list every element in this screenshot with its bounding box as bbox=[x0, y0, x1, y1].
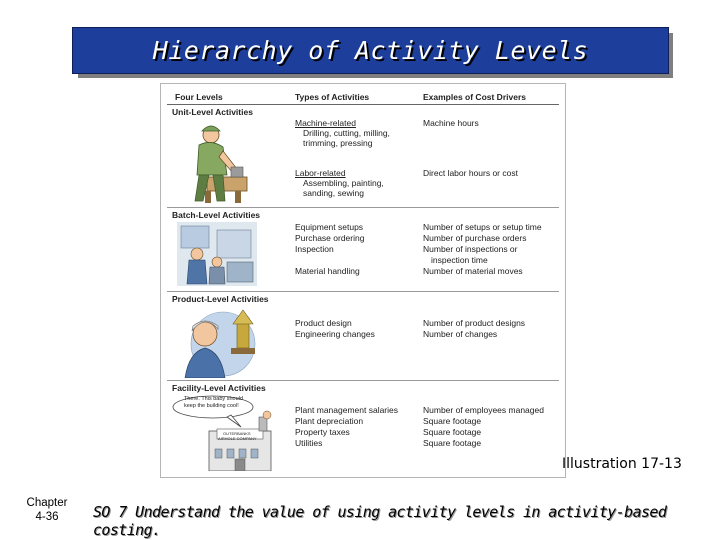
building-sign-line-1: OUTERBANKS bbox=[223, 431, 251, 436]
batch-activity-1: Equipment setups bbox=[295, 222, 364, 232]
building-sign-line-2: AIRHOLE COMPANY bbox=[218, 436, 257, 441]
batch-activity-2: Purchase ordering bbox=[295, 233, 365, 243]
machinist-illustration bbox=[177, 117, 251, 205]
chapter-page: 4-36 bbox=[35, 511, 59, 523]
figure-header-row bbox=[167, 87, 559, 105]
facility-activity-2: Plant depreciation bbox=[295, 416, 364, 426]
facility-driver-3: Square footage bbox=[423, 427, 482, 437]
unit-level-label: Unit-Level Activities bbox=[172, 107, 253, 117]
machine-hours-driver: Machine hours bbox=[423, 118, 479, 128]
factory-workers-illustration bbox=[177, 222, 257, 286]
labor-related-line-1: Assembling, painting, bbox=[303, 178, 384, 188]
illustration-caption: Illustration 17-13 bbox=[562, 456, 682, 472]
facility-activity-3: Property taxes bbox=[295, 427, 350, 437]
batch-driver-2: Number of purchase orders bbox=[423, 233, 527, 243]
title-banner bbox=[72, 27, 669, 74]
chapter-label bbox=[12, 496, 82, 524]
facility-driver-4: Square footage bbox=[423, 438, 482, 448]
product-activity-2: Engineering changes bbox=[295, 329, 375, 339]
facility-driver-1: Number of employees managed bbox=[423, 405, 544, 415]
batch-activity-4: Material handling bbox=[295, 266, 360, 276]
batch-level-label: Batch-Level Activities bbox=[172, 210, 261, 220]
designer-illustration bbox=[175, 304, 265, 378]
batch-driver-3b: inspection time bbox=[431, 255, 488, 265]
chapter-word: Chapter bbox=[26, 497, 68, 509]
batch-driver-4: Number of material moves bbox=[423, 266, 523, 276]
facility-activity-1: Plant management salaries bbox=[295, 405, 399, 415]
labor-related-line-2: sanding, sewing bbox=[303, 188, 364, 198]
col-header-drivers: Examples of Cost Drivers bbox=[423, 92, 526, 102]
machine-related-line-2: trimming, pressing bbox=[303, 138, 373, 148]
labor-related-type: Labor-related bbox=[295, 168, 346, 178]
facility-activity-4: Utilities bbox=[295, 438, 323, 448]
col-header-levels: Four Levels bbox=[175, 92, 223, 102]
product-level-label: Product-Level Activities bbox=[172, 294, 269, 304]
product-activity-1: Product design bbox=[295, 318, 352, 328]
machine-related-line-1: Drilling, cutting, milling, bbox=[303, 128, 390, 138]
product-level-section bbox=[167, 292, 559, 380]
batch-driver-1: Number of setups or setup time bbox=[423, 222, 542, 232]
speech-bubble-line-1: There. This baby should bbox=[184, 396, 243, 402]
product-driver-1: Number of product designs bbox=[423, 318, 526, 328]
batch-driver-3: Number of inspections or bbox=[423, 244, 518, 254]
study-objective-footer: SO 7 Understand the value of using activity levels in activity-based costing. bbox=[93, 503, 667, 539]
batch-level-section bbox=[167, 208, 559, 292]
speech-bubble-line-2: keep the building cool! bbox=[184, 403, 239, 409]
machine-related-type: Machine-related bbox=[295, 118, 356, 128]
facility-level-label: Facility-Level Activities bbox=[172, 383, 266, 393]
facility-driver-2: Square footage bbox=[423, 416, 482, 426]
product-driver-2: Number of changes bbox=[423, 329, 498, 339]
slide-title: Hierarchy of Activity Levels bbox=[152, 36, 589, 65]
unit-level-section bbox=[167, 105, 559, 207]
col-header-activities: Types of Activities bbox=[295, 92, 370, 102]
labor-driver: Direct labor hours or cost bbox=[423, 168, 518, 178]
batch-activity-3: Inspection bbox=[295, 244, 334, 254]
facility-level-section bbox=[167, 381, 559, 473]
activity-hierarchy-figure bbox=[160, 83, 566, 478]
